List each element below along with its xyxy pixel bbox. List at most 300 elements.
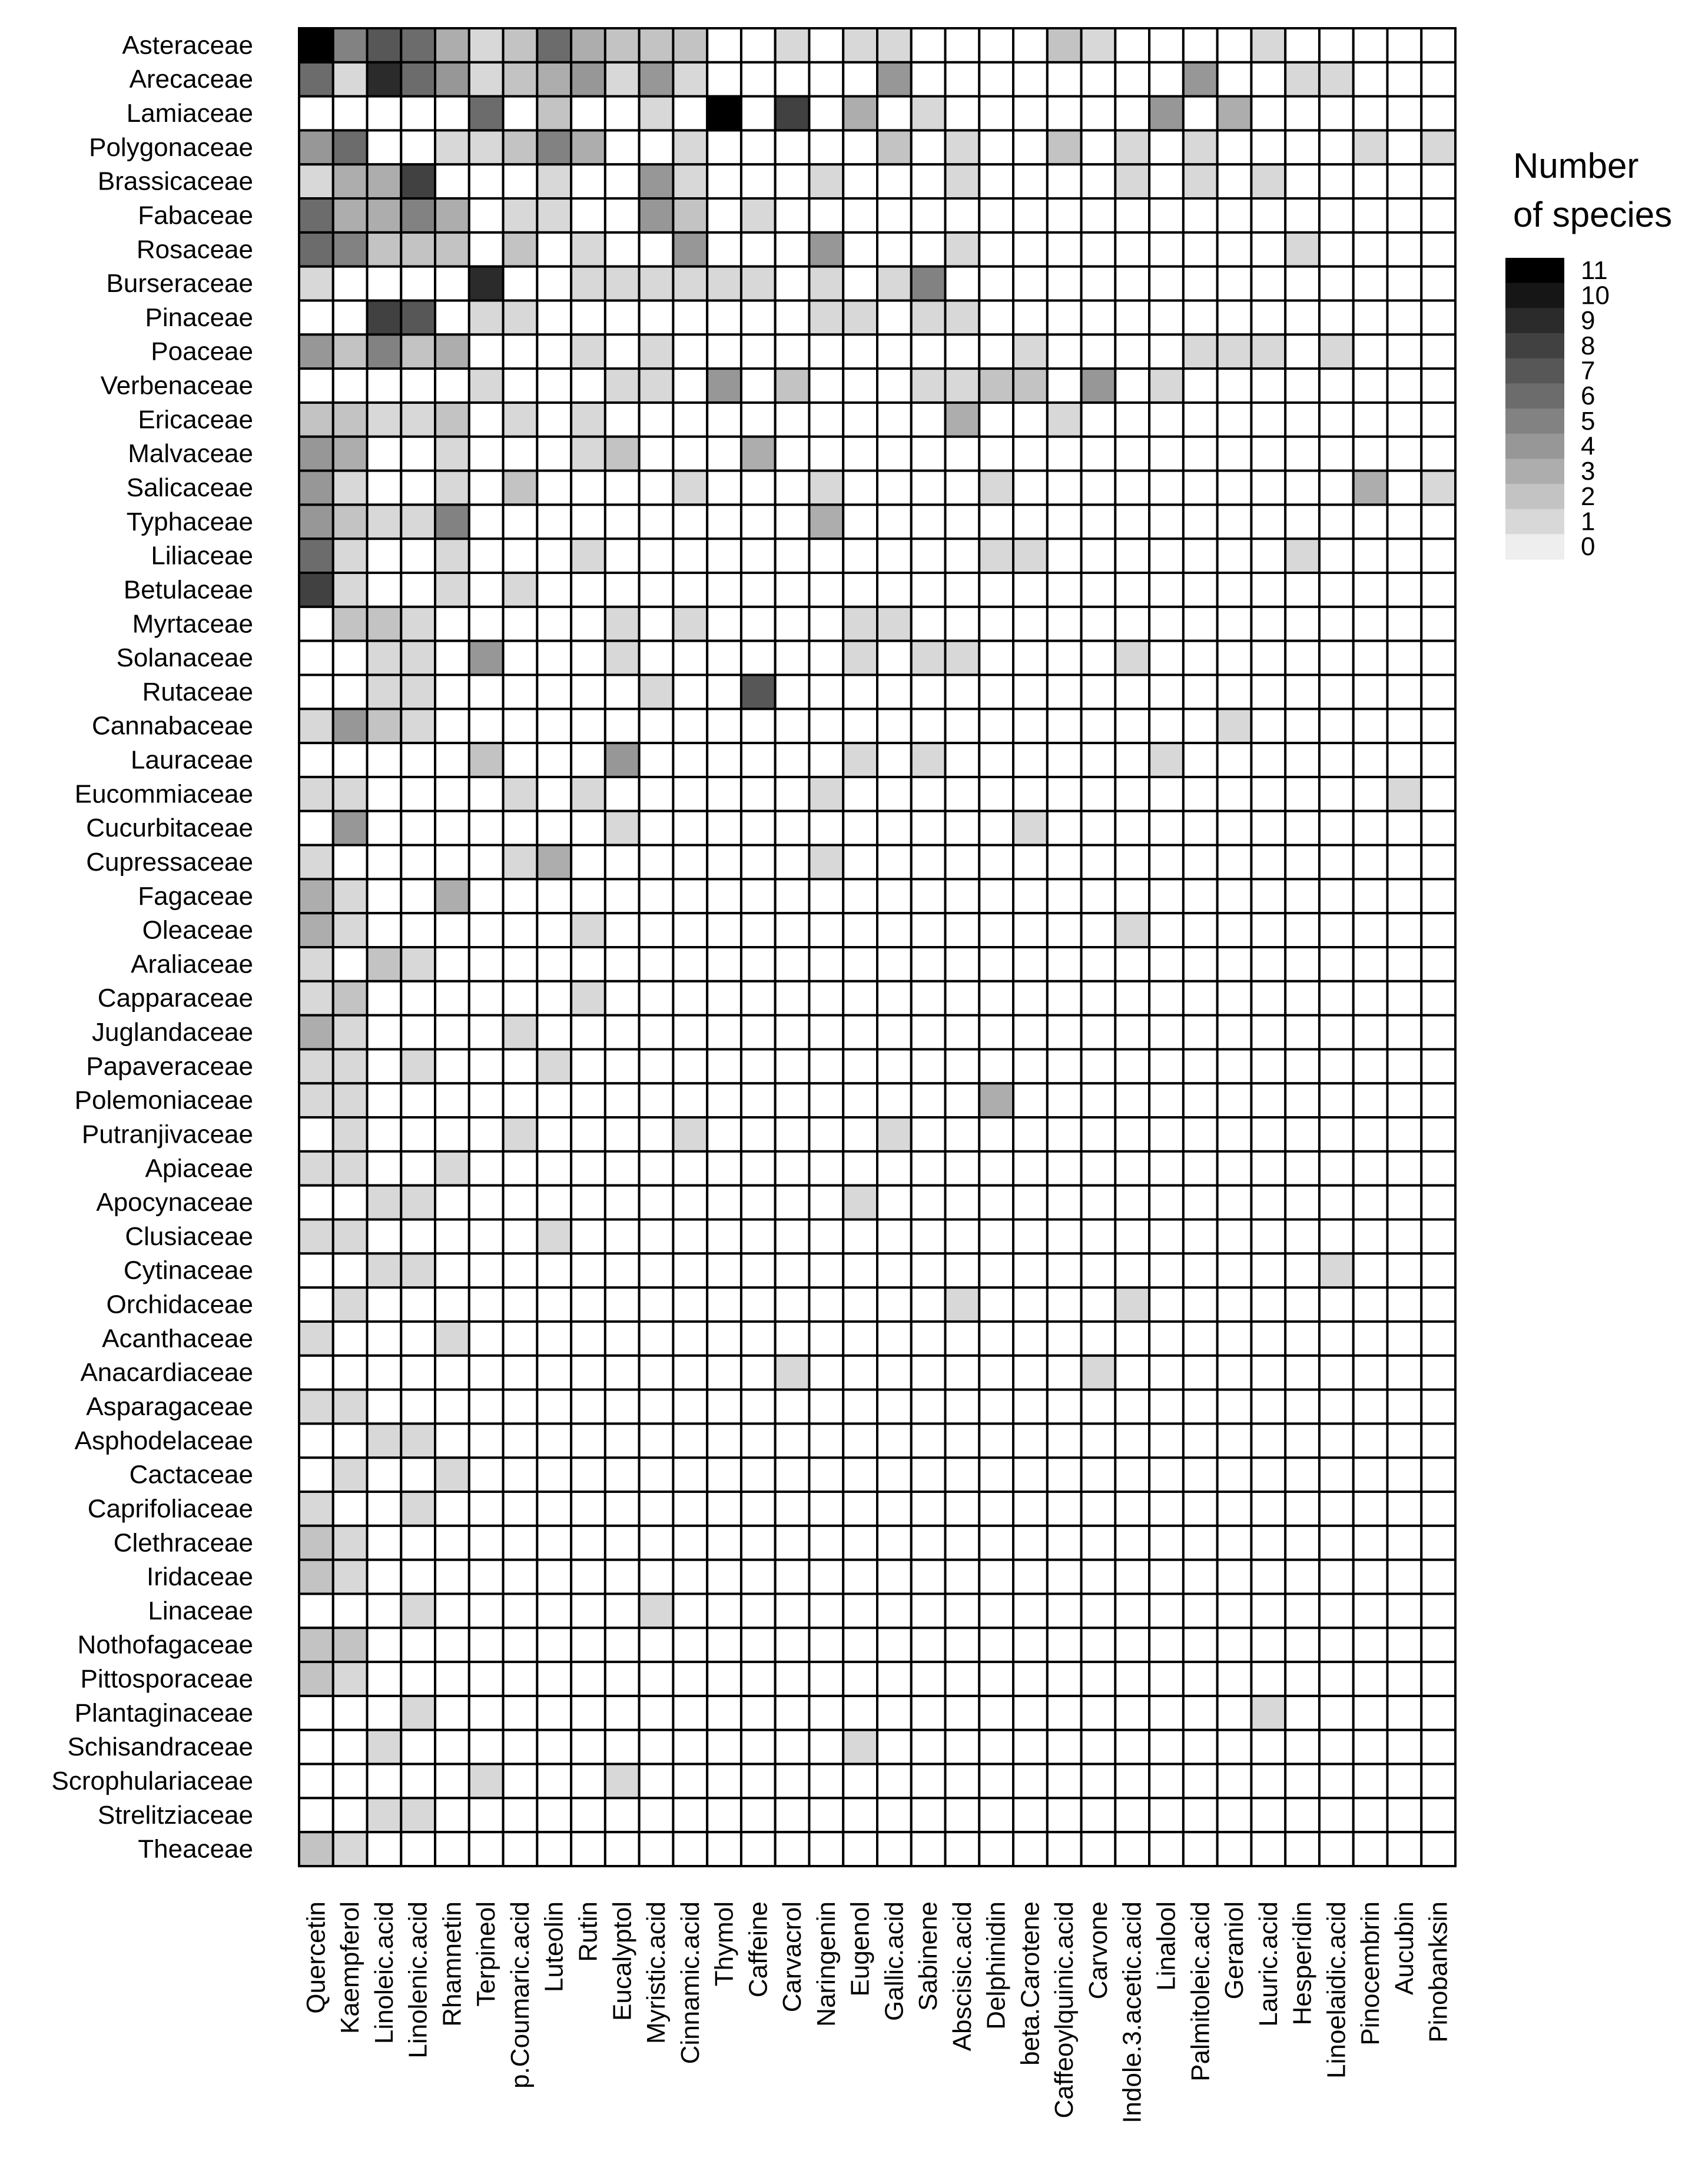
heatmap-cell (707, 1764, 741, 1798)
heatmap-cell (639, 1117, 674, 1151)
heatmap-cell (1115, 539, 1149, 573)
heatmap-cell (605, 641, 639, 675)
heatmap-cell (537, 573, 571, 607)
heatmap-cell (571, 403, 605, 437)
x-tick-label: Carvacrol (778, 1901, 807, 2013)
heatmap-cell (1285, 130, 1319, 164)
heatmap-cell (1387, 267, 1421, 301)
heatmap-cell (333, 1287, 367, 1322)
heatmap-cell (503, 879, 538, 913)
heatmap-cell (707, 97, 741, 131)
heatmap-cell (401, 1832, 435, 1866)
heatmap-cell (571, 1662, 605, 1696)
heatmap-cell (877, 198, 911, 233)
heatmap-cell (1047, 573, 1082, 607)
heatmap-cell (605, 1390, 639, 1424)
heatmap-cell (741, 1526, 775, 1560)
heatmap-cell (741, 1322, 775, 1356)
heatmap-cell (537, 369, 571, 403)
heatmap-cell (435, 1015, 469, 1050)
heatmap-cell (333, 1390, 367, 1424)
heatmap-cell (1082, 1764, 1116, 1798)
heatmap-cell (503, 913, 538, 947)
heatmap-cell (946, 1356, 980, 1390)
heatmap-cell (1387, 539, 1421, 573)
heatmap-cell (367, 1832, 402, 1866)
heatmap-cell (1319, 1832, 1354, 1866)
heatmap-cell (401, 97, 435, 131)
y-tick-label: Pinaceae (145, 303, 253, 332)
heatmap-cell (707, 743, 741, 777)
heatmap-cell (911, 981, 946, 1015)
heatmap-cell (843, 164, 877, 198)
x-tick-label: Thymol (709, 1901, 739, 1987)
heatmap-cell (1285, 1287, 1319, 1322)
heatmap-cell (707, 233, 741, 267)
heatmap-cell (741, 1628, 775, 1662)
heatmap-cell (1354, 1798, 1388, 1832)
heatmap-cell (1319, 504, 1354, 539)
heatmap-cell (605, 1186, 639, 1220)
heatmap-cell (1319, 267, 1354, 301)
heatmap-cell (401, 267, 435, 301)
heatmap-cell (946, 1220, 980, 1254)
heatmap-cell (1285, 947, 1319, 981)
heatmap-cell (469, 267, 503, 301)
heatmap-cell (1218, 267, 1252, 301)
x-tick-label: Gallic.acid (880, 1901, 909, 2021)
heatmap-cell (1047, 1322, 1082, 1356)
heatmap-cell (1421, 334, 1455, 369)
heatmap-cell (1082, 62, 1116, 97)
heatmap-cell (877, 1151, 911, 1186)
heatmap-cell (1421, 1015, 1455, 1050)
heatmap-cell (639, 334, 674, 369)
heatmap-cell (503, 1696, 538, 1730)
heatmap-cell (1251, 675, 1285, 709)
heatmap-cell (1047, 1287, 1082, 1322)
heatmap-cell (1047, 879, 1082, 913)
heatmap-cell (1115, 1253, 1149, 1287)
heatmap-cell (1013, 607, 1047, 641)
heatmap-cell (537, 1151, 571, 1186)
heatmap-cell (537, 1356, 571, 1390)
y-tick-label: Rutaceae (142, 677, 253, 706)
heatmap-cell (1421, 1492, 1455, 1526)
heatmap-cell (1013, 1696, 1047, 1730)
heatmap-cell (1354, 62, 1388, 97)
heatmap-cell (1082, 1083, 1116, 1117)
heatmap-cell (1354, 471, 1388, 505)
heatmap-cell (1013, 1253, 1047, 1287)
heatmap-cell (1354, 1458, 1388, 1492)
heatmap-cell (503, 62, 538, 97)
heatmap-cell (571, 1356, 605, 1390)
heatmap-cell (673, 1253, 707, 1287)
heatmap-cell (979, 28, 1013, 62)
heatmap-cell (367, 1696, 402, 1730)
heatmap-cell (1149, 1423, 1183, 1458)
heatmap-cell (401, 164, 435, 198)
heatmap-cell (605, 675, 639, 709)
heatmap-cell (1082, 675, 1116, 709)
heatmap-cell (435, 28, 469, 62)
heatmap-cell (741, 879, 775, 913)
heatmap-cell (1082, 607, 1116, 641)
heatmap-cell (1115, 1662, 1149, 1696)
heatmap-cell (1251, 607, 1285, 641)
heatmap-cell (503, 1356, 538, 1390)
heatmap-cell (571, 130, 605, 164)
heatmap-cell (1082, 573, 1116, 607)
heatmap-cell (673, 198, 707, 233)
heatmap-cell (503, 164, 538, 198)
heatmap-cell (299, 607, 333, 641)
heatmap-cell (946, 1696, 980, 1730)
heatmap-cell (1047, 1696, 1082, 1730)
heatmap-cell (911, 1390, 946, 1424)
heatmap-cell (1183, 1253, 1218, 1287)
heatmap-cell (435, 1832, 469, 1866)
y-tick-label: Typhaceae (126, 507, 253, 536)
heatmap-cell (707, 334, 741, 369)
y-tick-label: Cannabaceae (91, 711, 253, 741)
heatmap-cell (1115, 1423, 1149, 1458)
heatmap-cell (1387, 403, 1421, 437)
legend-tick-label: 10 (1581, 281, 1610, 310)
heatmap-cell (401, 607, 435, 641)
heatmap-cell (537, 62, 571, 97)
heatmap-cell (1285, 28, 1319, 62)
heatmap-cell (333, 504, 367, 539)
heatmap-cell (1149, 1049, 1183, 1083)
heatmap-cell (809, 1458, 843, 1492)
heatmap-cell (707, 301, 741, 335)
heatmap-cell (809, 334, 843, 369)
heatmap-cell (1387, 28, 1421, 62)
heatmap-cell (946, 1458, 980, 1492)
heatmap-cell (469, 1253, 503, 1287)
heatmap-cell (741, 743, 775, 777)
heatmap-cell (979, 164, 1013, 198)
heatmap-cell (537, 28, 571, 62)
heatmap-cell (1387, 1594, 1421, 1628)
heatmap-cell (877, 539, 911, 573)
heatmap-cell (911, 539, 946, 573)
heatmap-cell (946, 1287, 980, 1322)
heatmap-cell (775, 403, 810, 437)
heatmap-cell (639, 573, 674, 607)
heatmap-cell (605, 539, 639, 573)
heatmap-cell (1251, 1390, 1285, 1424)
heatmap-cell (469, 1186, 503, 1220)
legend-color-step (1505, 434, 1564, 459)
heatmap-cell (673, 573, 707, 607)
heatmap-cell (1183, 334, 1218, 369)
heatmap-cell (877, 1186, 911, 1220)
heatmap-cell (1285, 811, 1319, 845)
heatmap-cell (1387, 845, 1421, 879)
heatmap-cell (1149, 233, 1183, 267)
heatmap-cell (707, 641, 741, 675)
heatmap-cell (1354, 504, 1388, 539)
heatmap-cell (1285, 709, 1319, 743)
heatmap-cell (877, 777, 911, 811)
legend-tick-label: 11 (1581, 255, 1608, 285)
heatmap-cell (639, 1730, 674, 1764)
heatmap-cell (877, 1356, 911, 1390)
heatmap-cell (946, 1628, 980, 1662)
heatmap-cell (809, 1049, 843, 1083)
heatmap-cell (1115, 1798, 1149, 1832)
heatmap-cell (1013, 1049, 1047, 1083)
heatmap-cell (877, 1458, 911, 1492)
heatmap-cell (299, 164, 333, 198)
heatmap-cell (911, 811, 946, 845)
heatmap-cell (979, 947, 1013, 981)
heatmap-cell (1149, 97, 1183, 131)
heatmap-cell (673, 607, 707, 641)
y-tick-label: Eucommiaceae (74, 779, 253, 809)
heatmap-cell (673, 1628, 707, 1662)
heatmap-cell (673, 403, 707, 437)
heatmap-cell (946, 1015, 980, 1050)
heatmap-cell (571, 947, 605, 981)
heatmap-cell (946, 1049, 980, 1083)
heatmap-cell (1082, 403, 1116, 437)
heatmap-cell (571, 1423, 605, 1458)
heatmap-cell (1013, 471, 1047, 505)
heatmap-cell (979, 1015, 1013, 1050)
heatmap-cell (639, 607, 674, 641)
heatmap-cell (435, 1151, 469, 1186)
heatmap-cell (1218, 879, 1252, 913)
heatmap-cell (775, 62, 810, 97)
heatmap-cell (1354, 28, 1388, 62)
heatmap-cell (1285, 267, 1319, 301)
heatmap-cell (1149, 675, 1183, 709)
heatmap-cell (469, 777, 503, 811)
heatmap-cell (333, 1798, 367, 1832)
heatmap-cell (775, 233, 810, 267)
heatmap-cell (1047, 641, 1082, 675)
heatmap-cell (1013, 879, 1047, 913)
heatmap-cell (1218, 1151, 1252, 1186)
heatmap-cell (707, 1151, 741, 1186)
heatmap-cell (503, 1526, 538, 1560)
heatmap-cell (469, 1390, 503, 1424)
heatmap-cell (843, 607, 877, 641)
heatmap-cell (946, 301, 980, 335)
heatmap-cell (1082, 845, 1116, 879)
heatmap-cell (367, 1594, 402, 1628)
heatmap-cell (673, 233, 707, 267)
heatmap-cell (707, 1015, 741, 1050)
heatmap-cell (741, 198, 775, 233)
heatmap-cell (911, 1798, 946, 1832)
heatmap-cell (299, 267, 333, 301)
heatmap-cell (1183, 1390, 1218, 1424)
legend-color-step (1505, 534, 1564, 559)
heatmap-cell (435, 1083, 469, 1117)
heatmap-cell (707, 62, 741, 97)
heatmap-cell (605, 1423, 639, 1458)
heatmap-cell (673, 1186, 707, 1220)
heatmap-cell (1115, 1458, 1149, 1492)
heatmap-cell (401, 811, 435, 845)
heatmap-cell (469, 1594, 503, 1628)
heatmap-cell (979, 403, 1013, 437)
y-tick-label: Asparagaceae (86, 1392, 253, 1421)
heatmap-cell (843, 267, 877, 301)
heatmap-cell (401, 1492, 435, 1526)
heatmap-cell (401, 981, 435, 1015)
heatmap-cell (911, 233, 946, 267)
heatmap-cell (1183, 1696, 1218, 1730)
heatmap-cell (367, 675, 402, 709)
heatmap-cell (605, 1764, 639, 1798)
heatmap-cell (639, 1356, 674, 1390)
heatmap-cell (1183, 267, 1218, 301)
heatmap-cell (1149, 267, 1183, 301)
heatmap-cell (673, 1832, 707, 1866)
heatmap-cell (979, 1526, 1013, 1560)
x-tick-label: Carvone (1083, 1901, 1113, 2000)
heatmap-cell (367, 62, 402, 97)
heatmap-cell (843, 1390, 877, 1424)
heatmap-cell (469, 1764, 503, 1798)
legend-tick-label: 2 (1581, 482, 1595, 511)
heatmap-cell (503, 845, 538, 879)
heatmap-cell (1354, 301, 1388, 335)
heatmap-cell (1149, 1186, 1183, 1220)
heatmap-cell (469, 198, 503, 233)
heatmap-cell (401, 369, 435, 403)
heatmap-cell (299, 1083, 333, 1117)
heatmap-cell (435, 1662, 469, 1696)
heatmap-cell (435, 301, 469, 335)
heatmap-cell (1149, 539, 1183, 573)
heatmap-cell (775, 1798, 810, 1832)
heatmap-cell (1013, 1356, 1047, 1390)
heatmap-cell (1251, 437, 1285, 471)
heatmap-cell (1047, 1390, 1082, 1424)
heatmap-cell (1149, 709, 1183, 743)
heatmap-cell (367, 1458, 402, 1492)
heatmap-cell (809, 1594, 843, 1628)
heatmap-cell (571, 1322, 605, 1356)
heatmap-cell (1251, 301, 1285, 335)
heatmap-cell (1387, 1220, 1421, 1254)
heatmap-cell (1047, 675, 1082, 709)
y-tick-label: Brassicaceae (97, 167, 253, 196)
heatmap-cell (979, 573, 1013, 607)
heatmap-cell (843, 130, 877, 164)
heatmap-cell (707, 607, 741, 641)
heatmap-cell (639, 947, 674, 981)
heatmap-cell (401, 1322, 435, 1356)
heatmap-cell (1218, 369, 1252, 403)
heatmap-cell (979, 1083, 1013, 1117)
heatmap-cell (1319, 1696, 1354, 1730)
heatmap-cell (1149, 1594, 1183, 1628)
heatmap-cell (367, 369, 402, 403)
heatmap-cell (1387, 62, 1421, 97)
heatmap-cell (401, 198, 435, 233)
heatmap-cell (1285, 1832, 1319, 1866)
heatmap-cell (1354, 1049, 1388, 1083)
heatmap-cell (605, 403, 639, 437)
heatmap-cell (775, 607, 810, 641)
heatmap-cell (367, 198, 402, 233)
heatmap-cell (775, 1560, 810, 1594)
heatmap-cell (877, 743, 911, 777)
heatmap-cell (367, 164, 402, 198)
heatmap-cell (1387, 1764, 1421, 1798)
heatmap-cell (1047, 607, 1082, 641)
heatmap-cell (741, 641, 775, 675)
heatmap-cell (333, 28, 367, 62)
heatmap-cell (673, 1151, 707, 1186)
heatmap-cell (775, 1696, 810, 1730)
heatmap-cell (1421, 301, 1455, 335)
heatmap-cell (333, 437, 367, 471)
y-tick-label: Strelitziaceae (97, 1800, 253, 1830)
heatmap-cell (435, 1220, 469, 1254)
heatmap-cell (1218, 981, 1252, 1015)
heatmap-cell (809, 573, 843, 607)
heatmap-cell (367, 1662, 402, 1696)
heatmap-cell (401, 233, 435, 267)
heatmap-cell (1013, 981, 1047, 1015)
heatmap-cell (367, 1390, 402, 1424)
heatmap-cell (401, 1186, 435, 1220)
heatmap-cell (979, 301, 1013, 335)
heatmap-cell (1251, 1764, 1285, 1798)
heatmap-cell (1251, 811, 1285, 845)
heatmap-cell (503, 233, 538, 267)
heatmap-cell (367, 1083, 402, 1117)
heatmap-cell (843, 981, 877, 1015)
heatmap-cell (1149, 334, 1183, 369)
heatmap-cell (1082, 743, 1116, 777)
heatmap-cell (1387, 334, 1421, 369)
heatmap-cell (1218, 403, 1252, 437)
heatmap-cell (299, 130, 333, 164)
heatmap-cell (1285, 1594, 1319, 1628)
heatmap-cell (843, 709, 877, 743)
heatmap-cell (775, 913, 810, 947)
heatmap-cell (1319, 743, 1354, 777)
heatmap-cell (571, 1083, 605, 1117)
heatmap-cell (979, 130, 1013, 164)
heatmap-cell (843, 1117, 877, 1151)
y-tick-label: Ericaceae (138, 405, 253, 434)
heatmap-cell (1183, 301, 1218, 335)
heatmap-cell (946, 1764, 980, 1798)
heatmap-cell (1319, 1560, 1354, 1594)
heatmap-cell (367, 1628, 402, 1662)
heatmap-cell (537, 1423, 571, 1458)
heatmap-cell (401, 1662, 435, 1696)
heatmap-cell (809, 1390, 843, 1424)
heatmap-cell (1149, 1730, 1183, 1764)
heatmap-cell (843, 369, 877, 403)
heatmap-cell (435, 641, 469, 675)
heatmap-cell (911, 1526, 946, 1560)
heatmap-cell (741, 539, 775, 573)
heatmap-cell (1319, 1628, 1354, 1662)
